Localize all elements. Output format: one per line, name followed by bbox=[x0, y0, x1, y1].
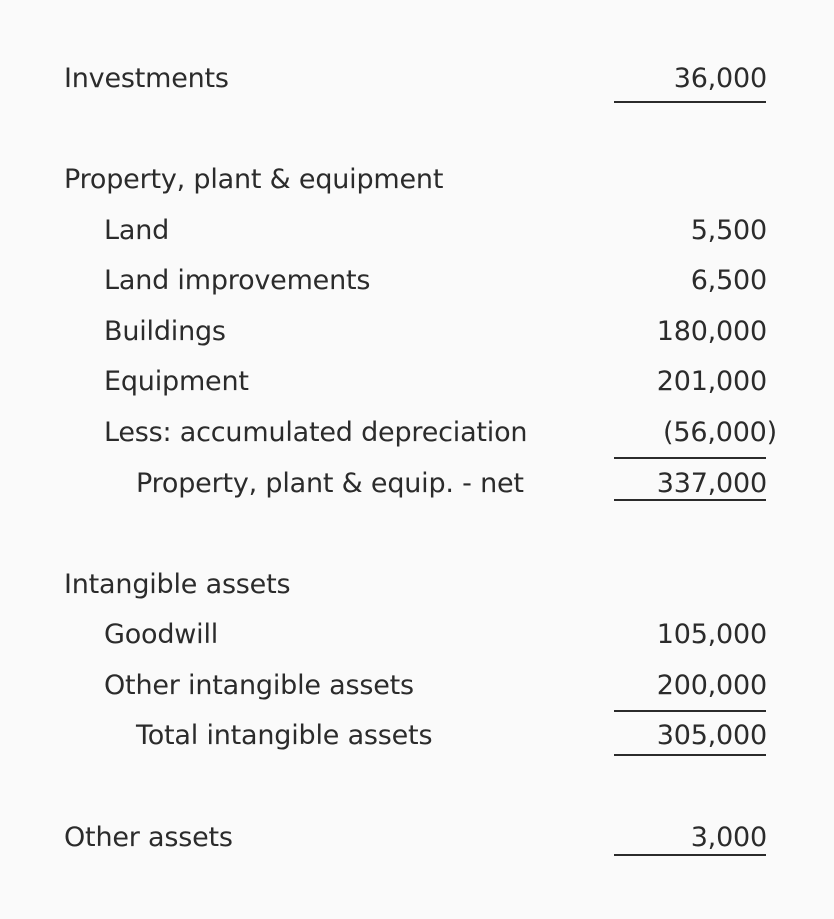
intangible-item-label: Goodwill bbox=[104, 619, 219, 650]
intangible-item-amount: 105,000 bbox=[656, 619, 767, 650]
ppe-item-label: Land bbox=[104, 215, 170, 246]
intangibles-heading: Intangible assets bbox=[64, 569, 291, 600]
investments-label: Investments bbox=[64, 63, 229, 94]
ppe-item-amount: 6,500 bbox=[690, 265, 767, 296]
ppe-heading: Property, plant & equipment bbox=[64, 164, 444, 195]
ppe-net-amount: 337,000 bbox=[656, 468, 767, 499]
ppe-item-amount: 180,000 bbox=[656, 316, 767, 347]
ppe-item-label: Land improvements bbox=[104, 265, 371, 296]
other-assets-underline bbox=[614, 854, 766, 856]
ppe-item-amount: 201,000 bbox=[656, 366, 767, 397]
ppe-item-label: Less: accumulated depreciation bbox=[104, 417, 528, 448]
other-assets-label: Other assets bbox=[64, 822, 233, 853]
ppe-item-label: Equipment bbox=[104, 366, 249, 397]
intangibles-total-amount: 305,000 bbox=[656, 720, 767, 751]
intangible-item-amount: 200,000 bbox=[656, 670, 767, 701]
other-assets-amount: 3,000 bbox=[690, 822, 767, 853]
other-intangibles-underline bbox=[614, 710, 766, 712]
intangibles-total-label: Total intangible assets bbox=[136, 720, 433, 751]
ppe-net-label: Property, plant & equip. - net bbox=[136, 468, 524, 499]
ppe-item-amount: (56,000) bbox=[663, 417, 777, 448]
intangibles-total-underline bbox=[614, 754, 766, 756]
ppe-item-label: Buildings bbox=[104, 316, 226, 347]
depreciation-underline bbox=[614, 457, 766, 459]
ppe-item-amount: 5,500 bbox=[690, 215, 767, 246]
investments-underline bbox=[614, 101, 766, 103]
investments-amount: 36,000 bbox=[673, 63, 767, 94]
ppe-net-underline bbox=[614, 499, 766, 501]
intangible-item-label: Other intangible assets bbox=[104, 670, 414, 701]
